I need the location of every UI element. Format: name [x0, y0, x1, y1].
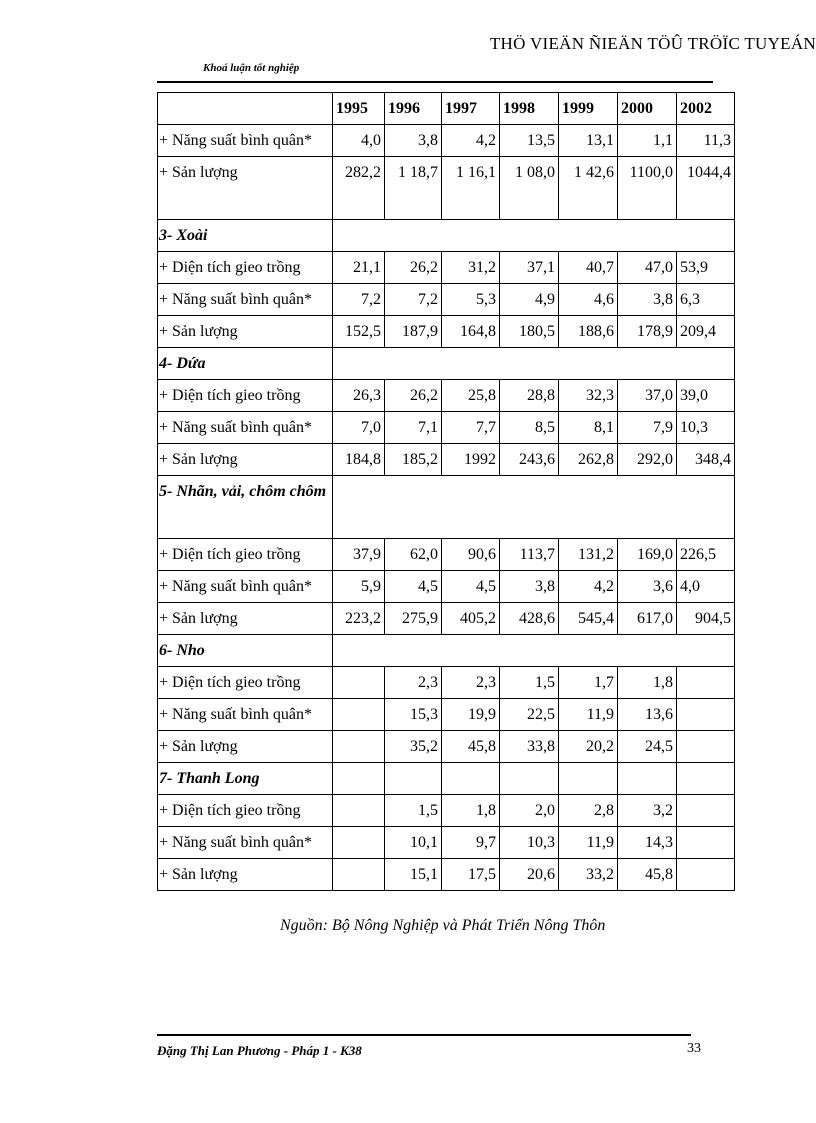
value-cell: 262,8 [559, 444, 618, 476]
row-label-cell: + Năng suất bình quân* [158, 699, 333, 731]
value-cell: 1,7 [559, 667, 618, 699]
value-cell: 113,7 [500, 539, 559, 571]
value-cell: 28,8 [500, 380, 559, 412]
value-cell: 62,0 [385, 539, 442, 571]
value-cell: 4,5 [385, 571, 442, 603]
value-cell: 904,5 [677, 603, 735, 635]
value-cell: 10,3 [677, 412, 735, 444]
value-cell: 4,0 [333, 125, 385, 157]
value-cell: 14,3 [618, 827, 677, 859]
value-cell: 10,1 [385, 827, 442, 859]
footer-author: Đặng Thị Lan Phương - Pháp 1 - K38 [157, 1043, 362, 1058]
value-cell: 4,6 [559, 284, 618, 316]
header-rule [157, 81, 713, 83]
value-cell: 185,2 [385, 444, 442, 476]
value-cell: 90,6 [442, 539, 500, 571]
value-cell: 11,9 [559, 827, 618, 859]
value-cell: 33,8 [500, 731, 559, 763]
source-note: Nguồn: Bộ Nông Nghiệp và Phát Triển Nông Thôn [280, 917, 606, 934]
section-title-cell: 6- Nho [158, 635, 333, 667]
value-cell: 53,9 [677, 252, 735, 284]
year-header-cell: 2000 [618, 93, 677, 125]
year-header-cell: 1996 [385, 93, 442, 125]
table-row [158, 731, 735, 763]
footer-rule [157, 1034, 691, 1036]
value-cell [677, 827, 735, 859]
section-row [158, 635, 735, 667]
value-cell: 7,7 [442, 412, 500, 444]
site-banner: THÖ VIEÄN ÑIEÄN TÖÛ TRÖÏC TUYEÁN [489, 34, 816, 53]
table-row [158, 827, 735, 859]
value-cell: 4,5 [442, 571, 500, 603]
value-cell [333, 795, 385, 827]
value-cell: 180,5 [500, 316, 559, 348]
row-label-cell: + Sản lượng [158, 316, 333, 348]
value-cell: 20,6 [500, 859, 559, 891]
value-cell: 184,8 [333, 444, 385, 476]
value-cell: 15,1 [385, 859, 442, 891]
value-cell [677, 699, 735, 731]
table-row [158, 316, 735, 348]
table-body [158, 93, 735, 891]
table-row [158, 444, 735, 476]
row-label-cell: + Diện tích gieo trồng [158, 539, 333, 571]
value-cell: 4,9 [500, 284, 559, 316]
value-cell: 2,3 [385, 667, 442, 699]
value-cell [333, 699, 385, 731]
value-cell: 35,2 [385, 731, 442, 763]
value-cell: 25,8 [442, 380, 500, 412]
value-cell: 1 16,1 [442, 157, 500, 220]
value-cell: 187,9 [385, 316, 442, 348]
value-cell: 7,1 [385, 412, 442, 444]
section-row [158, 763, 735, 795]
value-cell: 1 18,7 [385, 157, 442, 220]
value-cell: 5,9 [333, 571, 385, 603]
value-cell: 5,3 [442, 284, 500, 316]
section-title-cell: 7- Thanh Long [158, 763, 333, 795]
empty-cell [618, 763, 677, 795]
table-row [158, 412, 735, 444]
value-cell: 45,8 [442, 731, 500, 763]
value-cell: 223,2 [333, 603, 385, 635]
value-cell [677, 667, 735, 699]
value-cell [333, 859, 385, 891]
row-label-cell: + Năng suất bình quân* [158, 571, 333, 603]
value-cell: 1992 [442, 444, 500, 476]
section-empty-cell [333, 635, 735, 667]
value-cell: 545,4 [559, 603, 618, 635]
table-row [158, 603, 735, 635]
value-cell: 3,6 [618, 571, 677, 603]
value-cell: 13,6 [618, 699, 677, 731]
value-cell: 37,0 [618, 380, 677, 412]
table-row [158, 284, 735, 316]
section-title-cell: 3- Xoài [158, 220, 333, 252]
value-cell: 1 08,0 [500, 157, 559, 220]
year-header-row [158, 93, 735, 125]
year-header-cell: 1995 [333, 93, 385, 125]
value-cell: 131,2 [559, 539, 618, 571]
table-row [158, 539, 735, 571]
value-cell: 45,8 [618, 859, 677, 891]
value-cell: 1044,4 [677, 157, 735, 220]
value-cell: 17,5 [442, 859, 500, 891]
value-cell [333, 731, 385, 763]
value-cell: 6,3 [677, 284, 735, 316]
value-cell: 8,1 [559, 412, 618, 444]
value-cell: 37,9 [333, 539, 385, 571]
row-label-cell: + Năng suất bình quân* [158, 284, 333, 316]
value-cell: 7,2 [333, 284, 385, 316]
empty-cell [442, 763, 500, 795]
value-cell: 7,2 [385, 284, 442, 316]
value-cell: 10,3 [500, 827, 559, 859]
value-cell: 26,2 [385, 380, 442, 412]
crop-statistics-table [157, 92, 735, 891]
value-cell: 13,5 [500, 125, 559, 157]
value-cell: 21,1 [333, 252, 385, 284]
section-row [158, 220, 735, 252]
value-cell: 7,9 [618, 412, 677, 444]
value-cell: 3,8 [618, 284, 677, 316]
value-cell: 19,9 [442, 699, 500, 731]
value-cell: 11,3 [677, 125, 735, 157]
value-cell: 32,3 [559, 380, 618, 412]
value-cell: 1,5 [385, 795, 442, 827]
value-cell [677, 795, 735, 827]
row-label-cell: + Năng suất bình quân* [158, 827, 333, 859]
value-cell: 4,0 [677, 571, 735, 603]
table-row [158, 571, 735, 603]
value-cell: 164,8 [442, 316, 500, 348]
empty-cell [677, 763, 735, 795]
value-cell: 24,5 [618, 731, 677, 763]
value-cell: 4,2 [442, 125, 500, 157]
value-cell [677, 731, 735, 763]
row-label-cell: + Sản lượng [158, 859, 333, 891]
section-row [158, 348, 735, 380]
value-cell: 188,6 [559, 316, 618, 348]
empty-cell [385, 763, 442, 795]
row-label-cell: + Sản lượng [158, 157, 333, 220]
header-label: Khoá luận tốt nghiệp [203, 62, 300, 74]
value-cell: 9,7 [442, 827, 500, 859]
value-cell: 26,2 [385, 252, 442, 284]
value-cell: 292,0 [618, 444, 677, 476]
section-title-cell: 4- Dứa [158, 348, 333, 380]
value-cell: 13,1 [559, 125, 618, 157]
value-cell: 169,0 [618, 539, 677, 571]
value-cell: 405,2 [442, 603, 500, 635]
value-cell [333, 827, 385, 859]
value-cell: 2,0 [500, 795, 559, 827]
value-cell: 1,8 [442, 795, 500, 827]
value-cell: 282,2 [333, 157, 385, 220]
value-cell: 1,1 [618, 125, 677, 157]
value-cell: 15,3 [385, 699, 442, 731]
row-label-cell: + Diện tích gieo trồng [158, 252, 333, 284]
value-cell [333, 667, 385, 699]
empty-cell [333, 763, 385, 795]
header-blank-cell [158, 93, 333, 125]
value-cell: 7,0 [333, 412, 385, 444]
value-cell: 428,6 [500, 603, 559, 635]
value-cell: 3,8 [500, 571, 559, 603]
page-number: 33 [687, 1041, 701, 1056]
value-cell: 8,5 [500, 412, 559, 444]
value-cell: 1,5 [500, 667, 559, 699]
table-row [158, 667, 735, 699]
value-cell [677, 859, 735, 891]
row-label-cell: + Năng suất bình quân* [158, 412, 333, 444]
value-cell: 22,5 [500, 699, 559, 731]
value-cell: 26,3 [333, 380, 385, 412]
empty-cell [500, 763, 559, 795]
row-label-cell: + Sản lượng [158, 444, 333, 476]
value-cell: 2,8 [559, 795, 618, 827]
year-header-cell: 1999 [559, 93, 618, 125]
value-cell: 31,2 [442, 252, 500, 284]
value-cell: 37,1 [500, 252, 559, 284]
table-row [158, 125, 735, 157]
value-cell: 39,0 [677, 380, 735, 412]
section-row [158, 476, 735, 539]
table-row [158, 380, 735, 412]
value-cell: 1,8 [618, 667, 677, 699]
row-label-cell: + Sản lượng [158, 603, 333, 635]
value-cell: 2,3 [442, 667, 500, 699]
value-cell: 1100,0 [618, 157, 677, 220]
table-row [158, 795, 735, 827]
value-cell: 33,2 [559, 859, 618, 891]
section-empty-cell [333, 220, 735, 252]
value-cell: 3,2 [618, 795, 677, 827]
table-row [158, 252, 735, 284]
value-cell: 617,0 [618, 603, 677, 635]
value-cell: 226,5 [677, 539, 735, 571]
value-cell: 152,5 [333, 316, 385, 348]
row-label-cell: + Diện tích gieo trồng [158, 667, 333, 699]
year-header-cell: 2002 [677, 93, 735, 125]
value-cell: 4,2 [559, 571, 618, 603]
value-cell: 47,0 [618, 252, 677, 284]
row-label-cell: + Năng suất bình quân* [158, 125, 333, 157]
year-header-cell: 1997 [442, 93, 500, 125]
table-row [158, 699, 735, 731]
value-cell: 178,9 [618, 316, 677, 348]
year-header-cell: 1998 [500, 93, 559, 125]
empty-cell [559, 763, 618, 795]
table-row [158, 157, 735, 220]
value-cell: 209,4 [677, 316, 735, 348]
value-cell: 348,4 [677, 444, 735, 476]
table-row [158, 859, 735, 891]
value-cell: 11,9 [559, 699, 618, 731]
section-empty-cell [333, 348, 735, 380]
value-cell: 40,7 [559, 252, 618, 284]
section-title-cell: 5- Nhãn, vải, chôm chôm [158, 476, 333, 539]
section-empty-cell [333, 476, 735, 539]
row-label-cell: + Sản lượng [158, 731, 333, 763]
row-label-cell: + Diện tích gieo trồng [158, 795, 333, 827]
value-cell: 3,8 [385, 125, 442, 157]
value-cell: 1 42,6 [559, 157, 618, 220]
value-cell: 20,2 [559, 731, 618, 763]
value-cell: 275,9 [385, 603, 442, 635]
value-cell: 243,6 [500, 444, 559, 476]
row-label-cell: + Diện tích gieo trồng [158, 380, 333, 412]
